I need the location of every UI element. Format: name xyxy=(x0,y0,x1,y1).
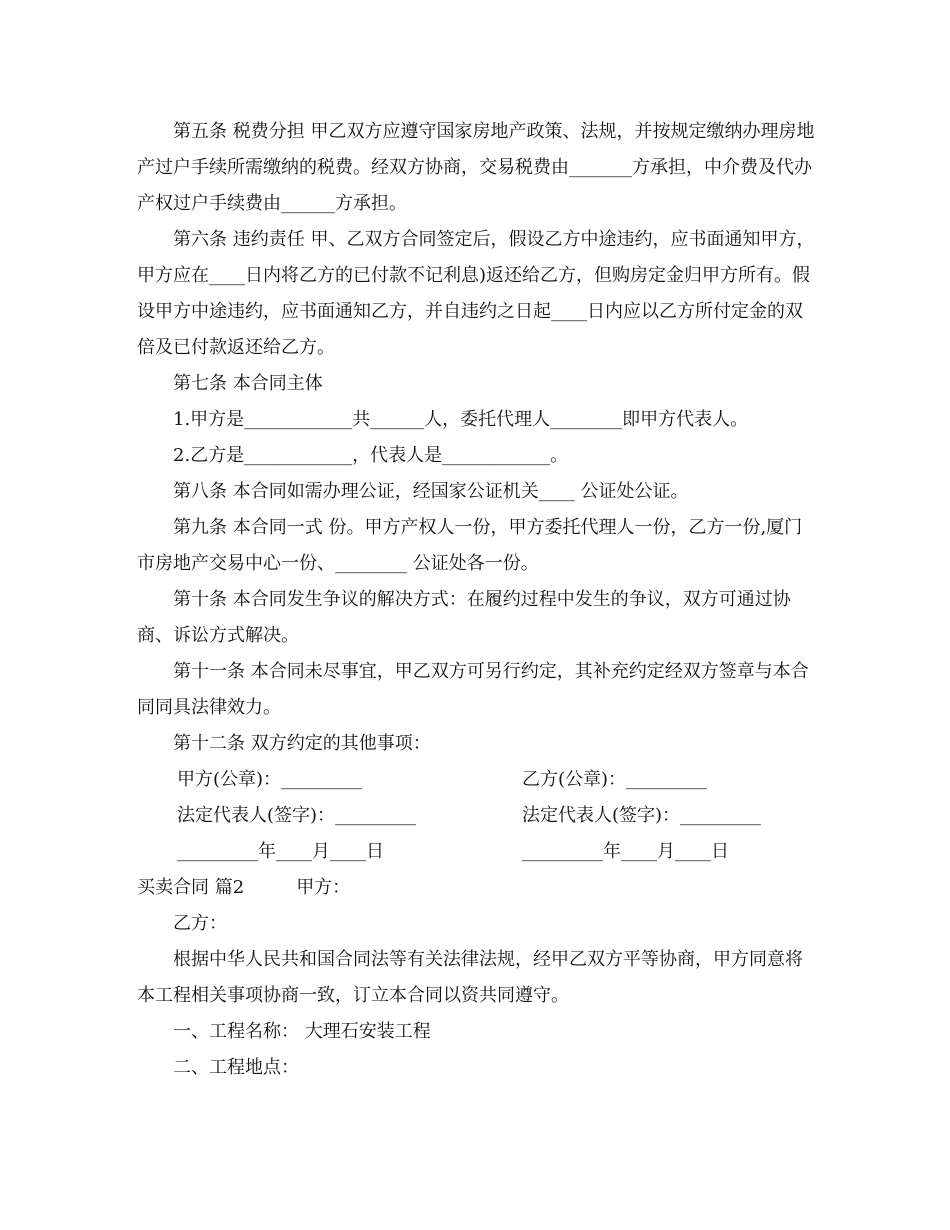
article-7-item-1: 1.甲方是____________共______人，委托代理人________即甲方代表人。 xyxy=(173,409,749,430)
contract-2-item-2: 二、工程地点： xyxy=(173,1057,299,1078)
party-a-representative: 法定代表人(签字)：_________ xyxy=(177,805,417,826)
party-a-date: _________年____月____日 xyxy=(177,841,384,862)
article-7-item-2: 2.乙方是____________，代表人是____________。 xyxy=(173,445,569,466)
party-b-date: _________年____月____日 xyxy=(522,841,729,862)
article-5: 第五条 税费分担 甲乙双方应遵守国家房地产政策、法规，并按规定缴纳办理房地产过户手续所需缴纳的税费。经双方协商，交易税费由_______方承担，中介费及代办产权过户手续费由______方承担。 xyxy=(137,121,815,214)
contract-2-heading-line xyxy=(137,870,817,906)
signature-date-row xyxy=(137,834,817,870)
document-body xyxy=(137,114,817,1086)
party-a-seal: 甲方(公章)：_________ xyxy=(177,769,363,790)
contract-2-item-1: 一、工程名称： 大理石安装工程 xyxy=(173,1021,431,1042)
party-b-seal: 乙方(公章)：_________ xyxy=(522,769,708,790)
article-7: 第七条 本合同主体 xyxy=(173,373,323,394)
contract-2-intro: 根据中华人民共和国合同法等有关法律法规，经甲乙双方平等协商，甲方同意将本工程相关事项协商一致，订立本合同以资共同遵守。 xyxy=(137,949,803,1006)
contract-2-heading: 买卖合同 篇2 xyxy=(137,877,245,898)
signature-rep-row xyxy=(137,798,817,834)
article-11: 第十一条 本合同未尽事宜，甲乙双方可另行约定，其补充约定经双方签章与本合同同具法律效力。 xyxy=(137,661,809,718)
contract-2-party-b: 乙方： xyxy=(173,913,227,934)
party-b-representative: 法定代表人(签字)：_________ xyxy=(522,805,762,826)
contract-2-party-a: 甲方： xyxy=(296,877,351,898)
article-8: 第八条 本合同如需办理公证，经国家公证机关____ 公证处公证。 xyxy=(173,481,689,502)
article-9: 第九条 本合同一式 份。甲方产权人一份，甲方委托代理人一份，乙方一份,厦门市房地产交易中心一份、________ 公证处各一份。 xyxy=(137,517,803,574)
signature-seal-row xyxy=(137,762,817,798)
article-12: 第十二条 双方约定的其他事项： xyxy=(173,733,431,754)
article-10: 第十条 本合同发生争议的解决方式：在履约过程中发生的争议，双方可通过协商、诉讼方式解决。 xyxy=(137,589,791,646)
article-6: 第六条 违约责任 甲、乙双方合同签定后，假设乙方中途违约，应书面通知甲方，甲方应在____日内将乙方的已付款不记利息)返还给乙方，但购房定金归甲方所有。假设甲方中途违约，应书面通知乙方，并自违约之日起____日内应以乙方所付定金的双倍及已付款返还给乙方。 xyxy=(137,229,815,358)
